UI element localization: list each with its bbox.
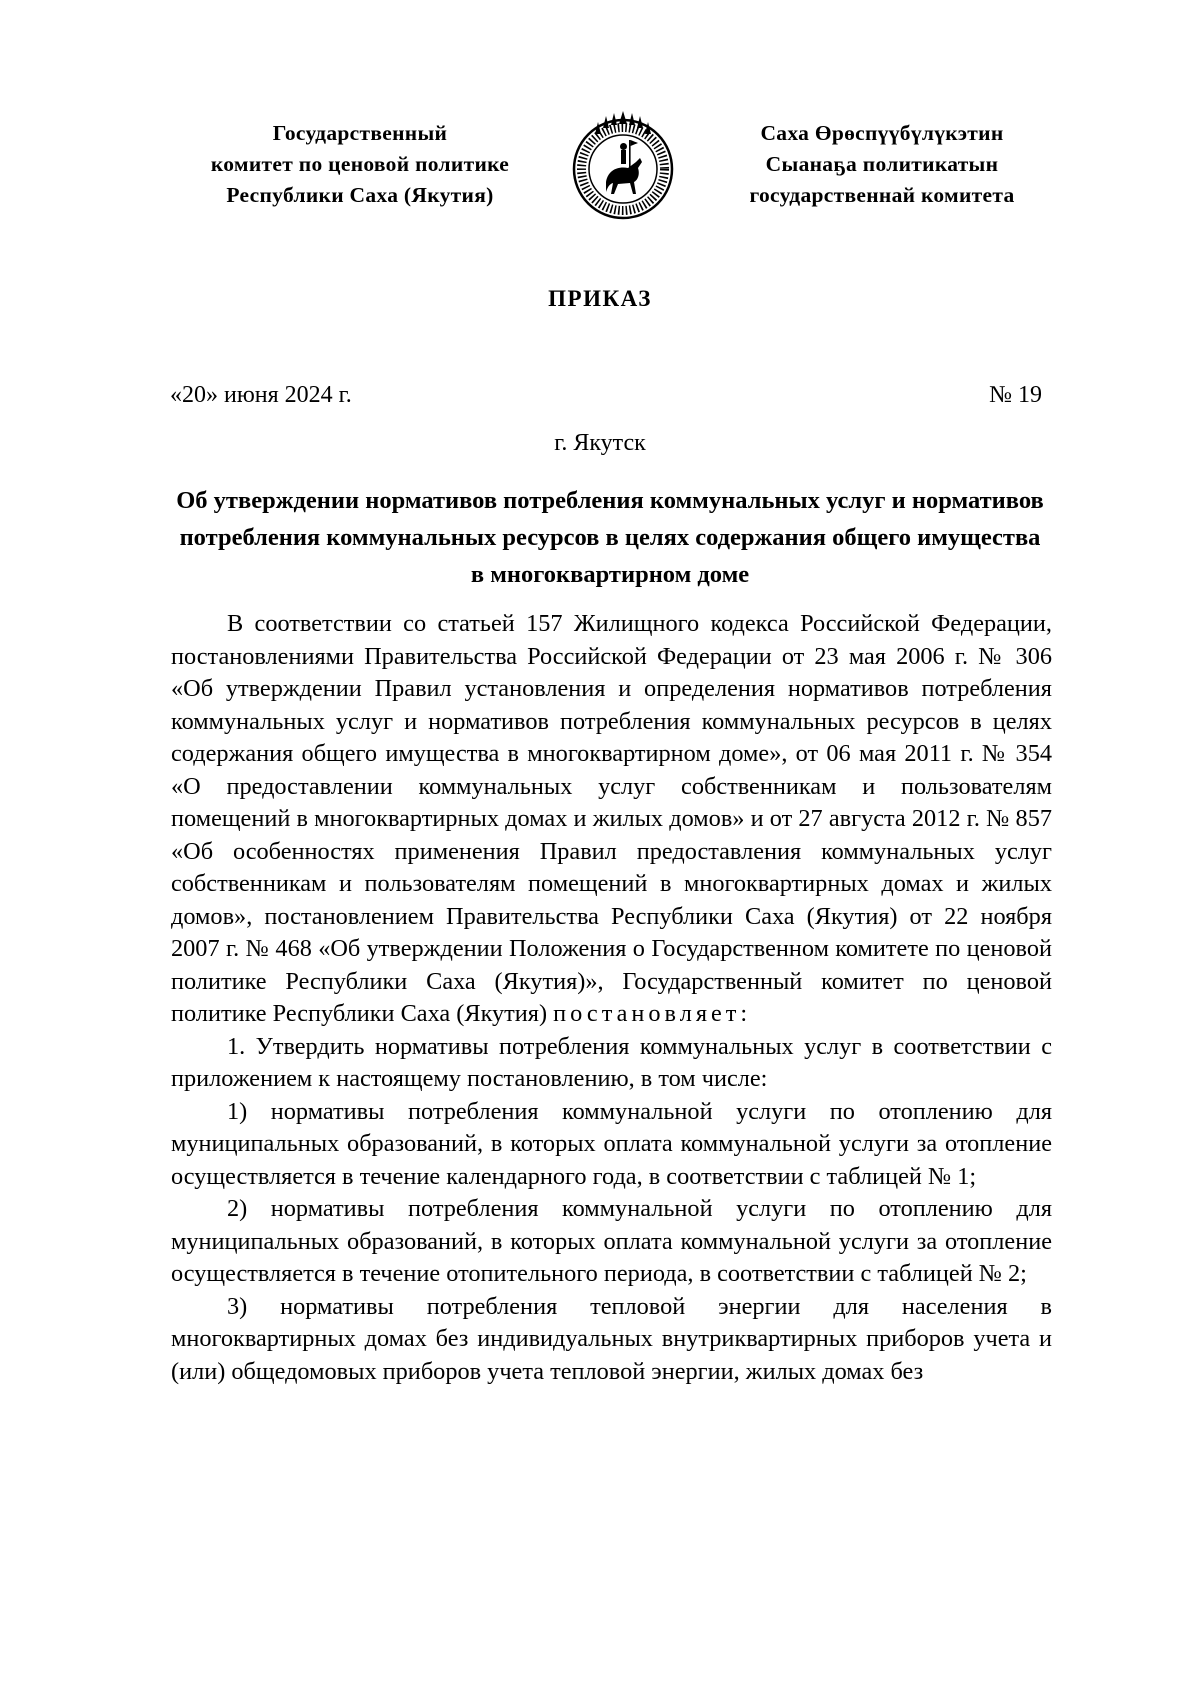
sub-item-2-paragraph: 2) нормативы потребления коммунальной услуги по отоплению для муниципальных образований, в которых оплата коммунальной услуги за отопление осуществляется в течение отопительного периода, в соответствии с таблицей № 2; <box>171 1195 1052 1287</box>
document-city: г. Якутск <box>554 430 646 456</box>
intro-text: В соответствии со статьей 157 Жилищного кодекса Российской Федерации, постановлениями Правительства Российской Федерации от 23 мая 2006 г. № 306 «Об утверждении Правил установления и определения нормативов потребления коммунальных услуг и нормативов потребления коммунальных ресурсов в целях содержания общего имущества в многоквартирном доме», от 06 мая 2011 г. № 354 «О предоставлении коммунальных услуг собственникам и пользователям помещений в многоквартирных домах и жилых домов» и от 27 августа 2012 г. № 857 «Об особенностях применения Правил предоставления коммунальных услуг собственникам и пользователям помещений в многоквартирных домах и жилых домов», постановлением Правительства Республики Саха (Якутия) от 22 ноября 2007 г. № 468 «Об утверждении Положения о Государственном комитете по ценовой политике Республики Саха (Якутия)», Государственный комитет по ценовой политике Республики Саха (Якутия) <box>171 610 1052 1027</box>
sub-item-3-paragraph: 3) нормативы потребления тепловой энергии для населения в многоквартирных домах без индивидуальных внутриквартирных приборов учета и (или) общедомовых приборов учета тепловой энергии, жилых домах без <box>171 1292 1052 1385</box>
sub-item-1-paragraph: 1) нормативы потребления коммунальной услуги по отоплению для муниципальных образований, в которых оплата коммунальной услуги за отопление осуществляется в течение календарного года, в соответствии с таблицей № 1; <box>171 1097 1052 1190</box>
coat-of-arms-emblem <box>566 110 680 224</box>
document-subject: Об утверждении нормативов потребления коммунальных услуг и нормативов потребления коммунальных ресурсов в целях содержания общего имущества в многоквартирном доме <box>176 487 1044 588</box>
header-right-line: Саха Өрөспүүбүлүкэтин <box>760 121 1004 145</box>
header-right-line: государственнай комитета <box>749 183 1015 207</box>
intro-paragraph <box>171 608 1052 1031</box>
document-date: «20» июня 2024 г. <box>170 382 352 408</box>
decree-word: постановляет: <box>553 1000 752 1027</box>
header-left-line: Государственный <box>272 121 448 145</box>
document-title: ПРИКАЗ <box>548 286 652 311</box>
document-body <box>171 608 1052 1388</box>
header-right-org-name <box>712 118 1052 211</box>
header-left-line: комитет по ценовой политике <box>210 152 510 176</box>
header-left-line: Республики Саха (Якутия) <box>226 183 494 207</box>
document-number: № 19 <box>989 382 1042 408</box>
header-left-org-name <box>190 118 530 211</box>
item-1-paragraph: 1. Утвердить нормативы потребления коммунальных услуг в соответствии с приложением к настоящему постановлению, в том числе: <box>171 1032 1052 1092</box>
header-right-line: Сыанаҕа политикатын <box>765 152 999 176</box>
